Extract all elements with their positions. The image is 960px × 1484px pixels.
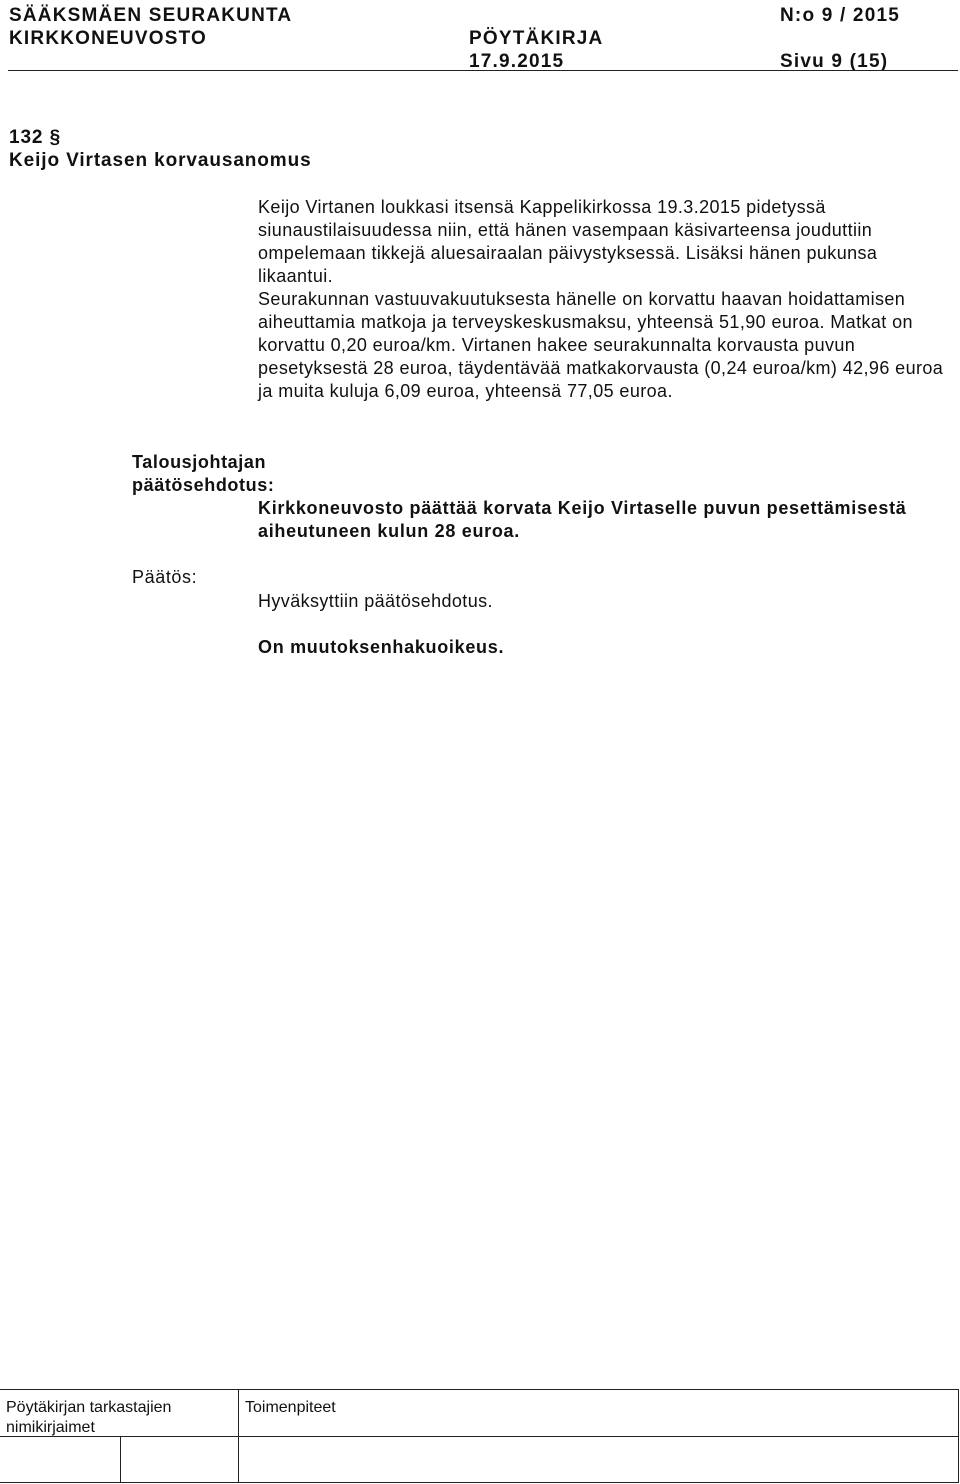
decision-text: Hyväksyttiin päätösehdotus. (258, 591, 493, 611)
footer-actions-label: Toimenpiteet (245, 1399, 336, 1416)
footer-reviewers-label-2: nimikirjaimet (6, 1419, 95, 1436)
proposal-label-line1: Talousjohtajan (132, 452, 267, 472)
footer-reviewers-label: Pöytäkirjan tarkastajien (6, 1399, 172, 1416)
footer-reviewers-cell (0, 1390, 239, 1436)
paragraph-2: Seurakunnan vastuuvakuutuksesta hänelle on korvattu haavan hoidattamisen aiheuttamia matkoja ja terveyskeskusmaksu, yhteensä 51,90 euroa. Matkat on korvattu 0,20 euroa/km. Virtanen hakee seurakunnalta korvausta puvun pesetyksestä 28 euroa, täydentävää matkakorvausta (0,24 euroa/km) 42,96 euroa ja muita kuluja 6,09 euroa, yhteensä 77,05 euroa. (258, 289, 944, 401)
footer-initials-box-1 (0, 1436, 121, 1482)
org-name: SÄÄKSMÄEN SEURAKUNTA (9, 5, 293, 26)
paragraph-1: Keijo Virtanen loukkasi itsensä Kappelikirkossa 19.3.2015 pidetyssä siunaustilaisuudessa niin, että hänen vasempaan käsivarteensa jouduttiin ompelemaan tikkejä aluesairaalan päivystyksessä. Lisäksi hänen pukunsa likaantui. (258, 197, 878, 286)
section-number: 132 (9, 127, 44, 148)
page-number: Sivu 9 (15) (780, 51, 889, 72)
section-symbol-icon: § (49, 127, 62, 148)
doc-number: N:o 9 / 2015 (780, 5, 901, 26)
section-number-line (9, 126, 61, 150)
section-title: Keijo Virtasen korvausanomus (9, 150, 312, 171)
appeal-notice: On muutoksenhakuoikeus. (258, 637, 505, 657)
body-name: KIRKKONEUVOSTO (9, 28, 208, 49)
footer-table (0, 1389, 959, 1483)
header-divider (8, 70, 958, 71)
proposal-text: Kirkkoneuvosto päättää korvata Keijo Virtaselle puvun pesettämisestä aiheutuneen kulun 28 euroa. (258, 498, 907, 541)
meeting-date: 17.9.2015 (469, 51, 565, 72)
decision-label: Päätös: (132, 567, 198, 587)
footer-initials-box-2 (121, 1436, 239, 1482)
footer-actions-cell (239, 1390, 958, 1436)
proposal-label-line2: päätösehdotus: (132, 475, 275, 495)
footer-actions-box (239, 1436, 958, 1482)
doc-type: PÖYTÄKIRJA (469, 28, 604, 49)
